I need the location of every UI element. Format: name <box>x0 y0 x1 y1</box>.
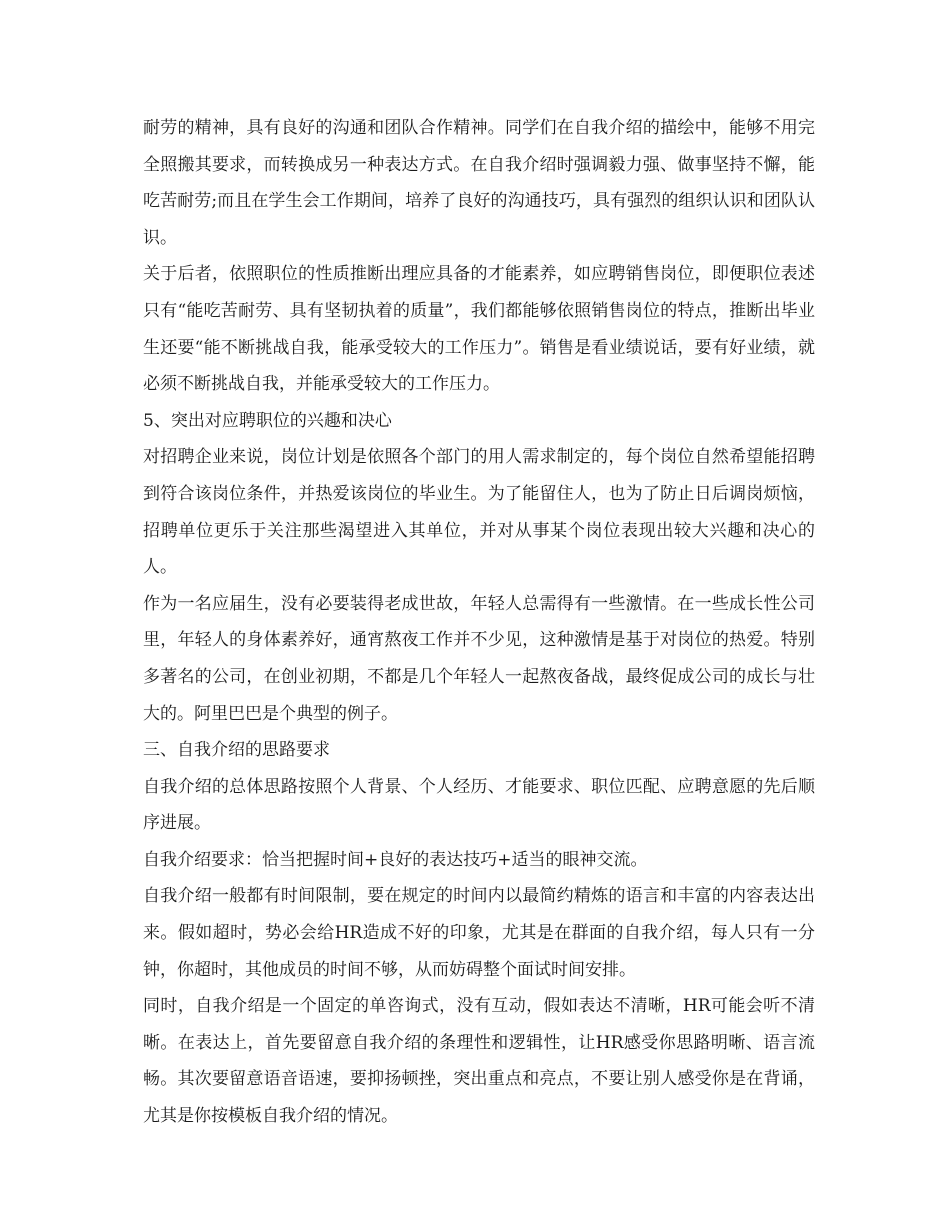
section-heading-approach: 三、自我介绍的思路要求 <box>143 740 330 761</box>
section-heading-interest: 5、突出对应聘职位的兴趣和决心 <box>143 410 392 431</box>
paragraph-teamwork: 耐劳的精神，具有良好的沟通和团队合作精神。同学们在自我介绍的描绘中，能够不用完全照搬其要求，而转换成另一种表达方式。在自我介绍时强调毅力强、做事坚持不懈，能吃苦耐劳;而且在学生会工作期间，培养了良好的沟通技巧，具有强烈的组织认识和团队认识。 <box>143 118 815 248</box>
paragraph-sales-position: 关于后者，依照职位的性质推断出理应具备的才能素养，如应聘销售岗位，即便职位表述只有“能吃苦耐劳、具有坚韧执着的质量”，我们都能够依照销售岗位的特点，推断出毕业生还要“能不断挑战自我，能承受较大的工作压力”。销售是看业绩说话，要有好业绩，就必须不断挑战自我，并能承受较大的工作压力。 <box>143 264 815 395</box>
paragraph-overall-approach: 自我介绍的总体思路按照个人背景、个人经历、才能要求、职位匹配、应聘意愿的先后顺序进展。 <box>143 776 815 834</box>
paragraph-time-limit: 自我介绍一般都有时间限制，要在规定的时间内以最简约精炼的语言和丰富的内容表达出来。假如超时，势必会给HR造成不好的印象，尤其是在群面的自我介绍，每人只有一分钟，你超时，其他成员的时间不够，从而妨碍整个面试时间安排。 <box>143 886 815 980</box>
paragraph-requirements: 自我介绍要求：恰当把握时间+良好的表达技巧+适当的眼神交流。 <box>143 849 648 870</box>
document-body <box>143 110 815 1135</box>
paragraph-recruiting-plan: 对招聘企业来说，岗位计划是依照各个部门的用人需求制定的，每个岗位自然希望能招聘到符合该岗位条件，并热爱该岗位的毕业生。为了能留住人，也为了防止日后调岗烦恼，招聘单位更乐于关注那些渴望进入其单位，并对从事某个岗位表现出较大兴趣和决心的人。 <box>143 447 815 578</box>
paragraph-passion: 作为一名应届生，没有必要装得老成世故，年轻人总需得有一些激情。在一些成长性公司里，年轻人的身体素养好，通宵熬夜工作并不少见，这种激情是基于对岗位的热爱。特别多著名的公司，在创业初期，不都是几个年轻人一起熬夜备战，最终促成公司的成长与壮大的。阿里巴巴是个典型的例子。 <box>143 593 815 724</box>
paragraph-expression: 同时，自我介绍是一个固定的单咨询式，没有互动，假如表达不清晰，HR可能会听不清晰。在表达上，首先要留意自我介绍的条理性和逻辑性，让HR感受你思路明晰、语言流畅。其次要留意语音语速，要抑扬顿挫，突出重点和亮点，不要让别人感受你是在背诵，尤其是你按模板自我介绍的情况。 <box>143 996 815 1127</box>
